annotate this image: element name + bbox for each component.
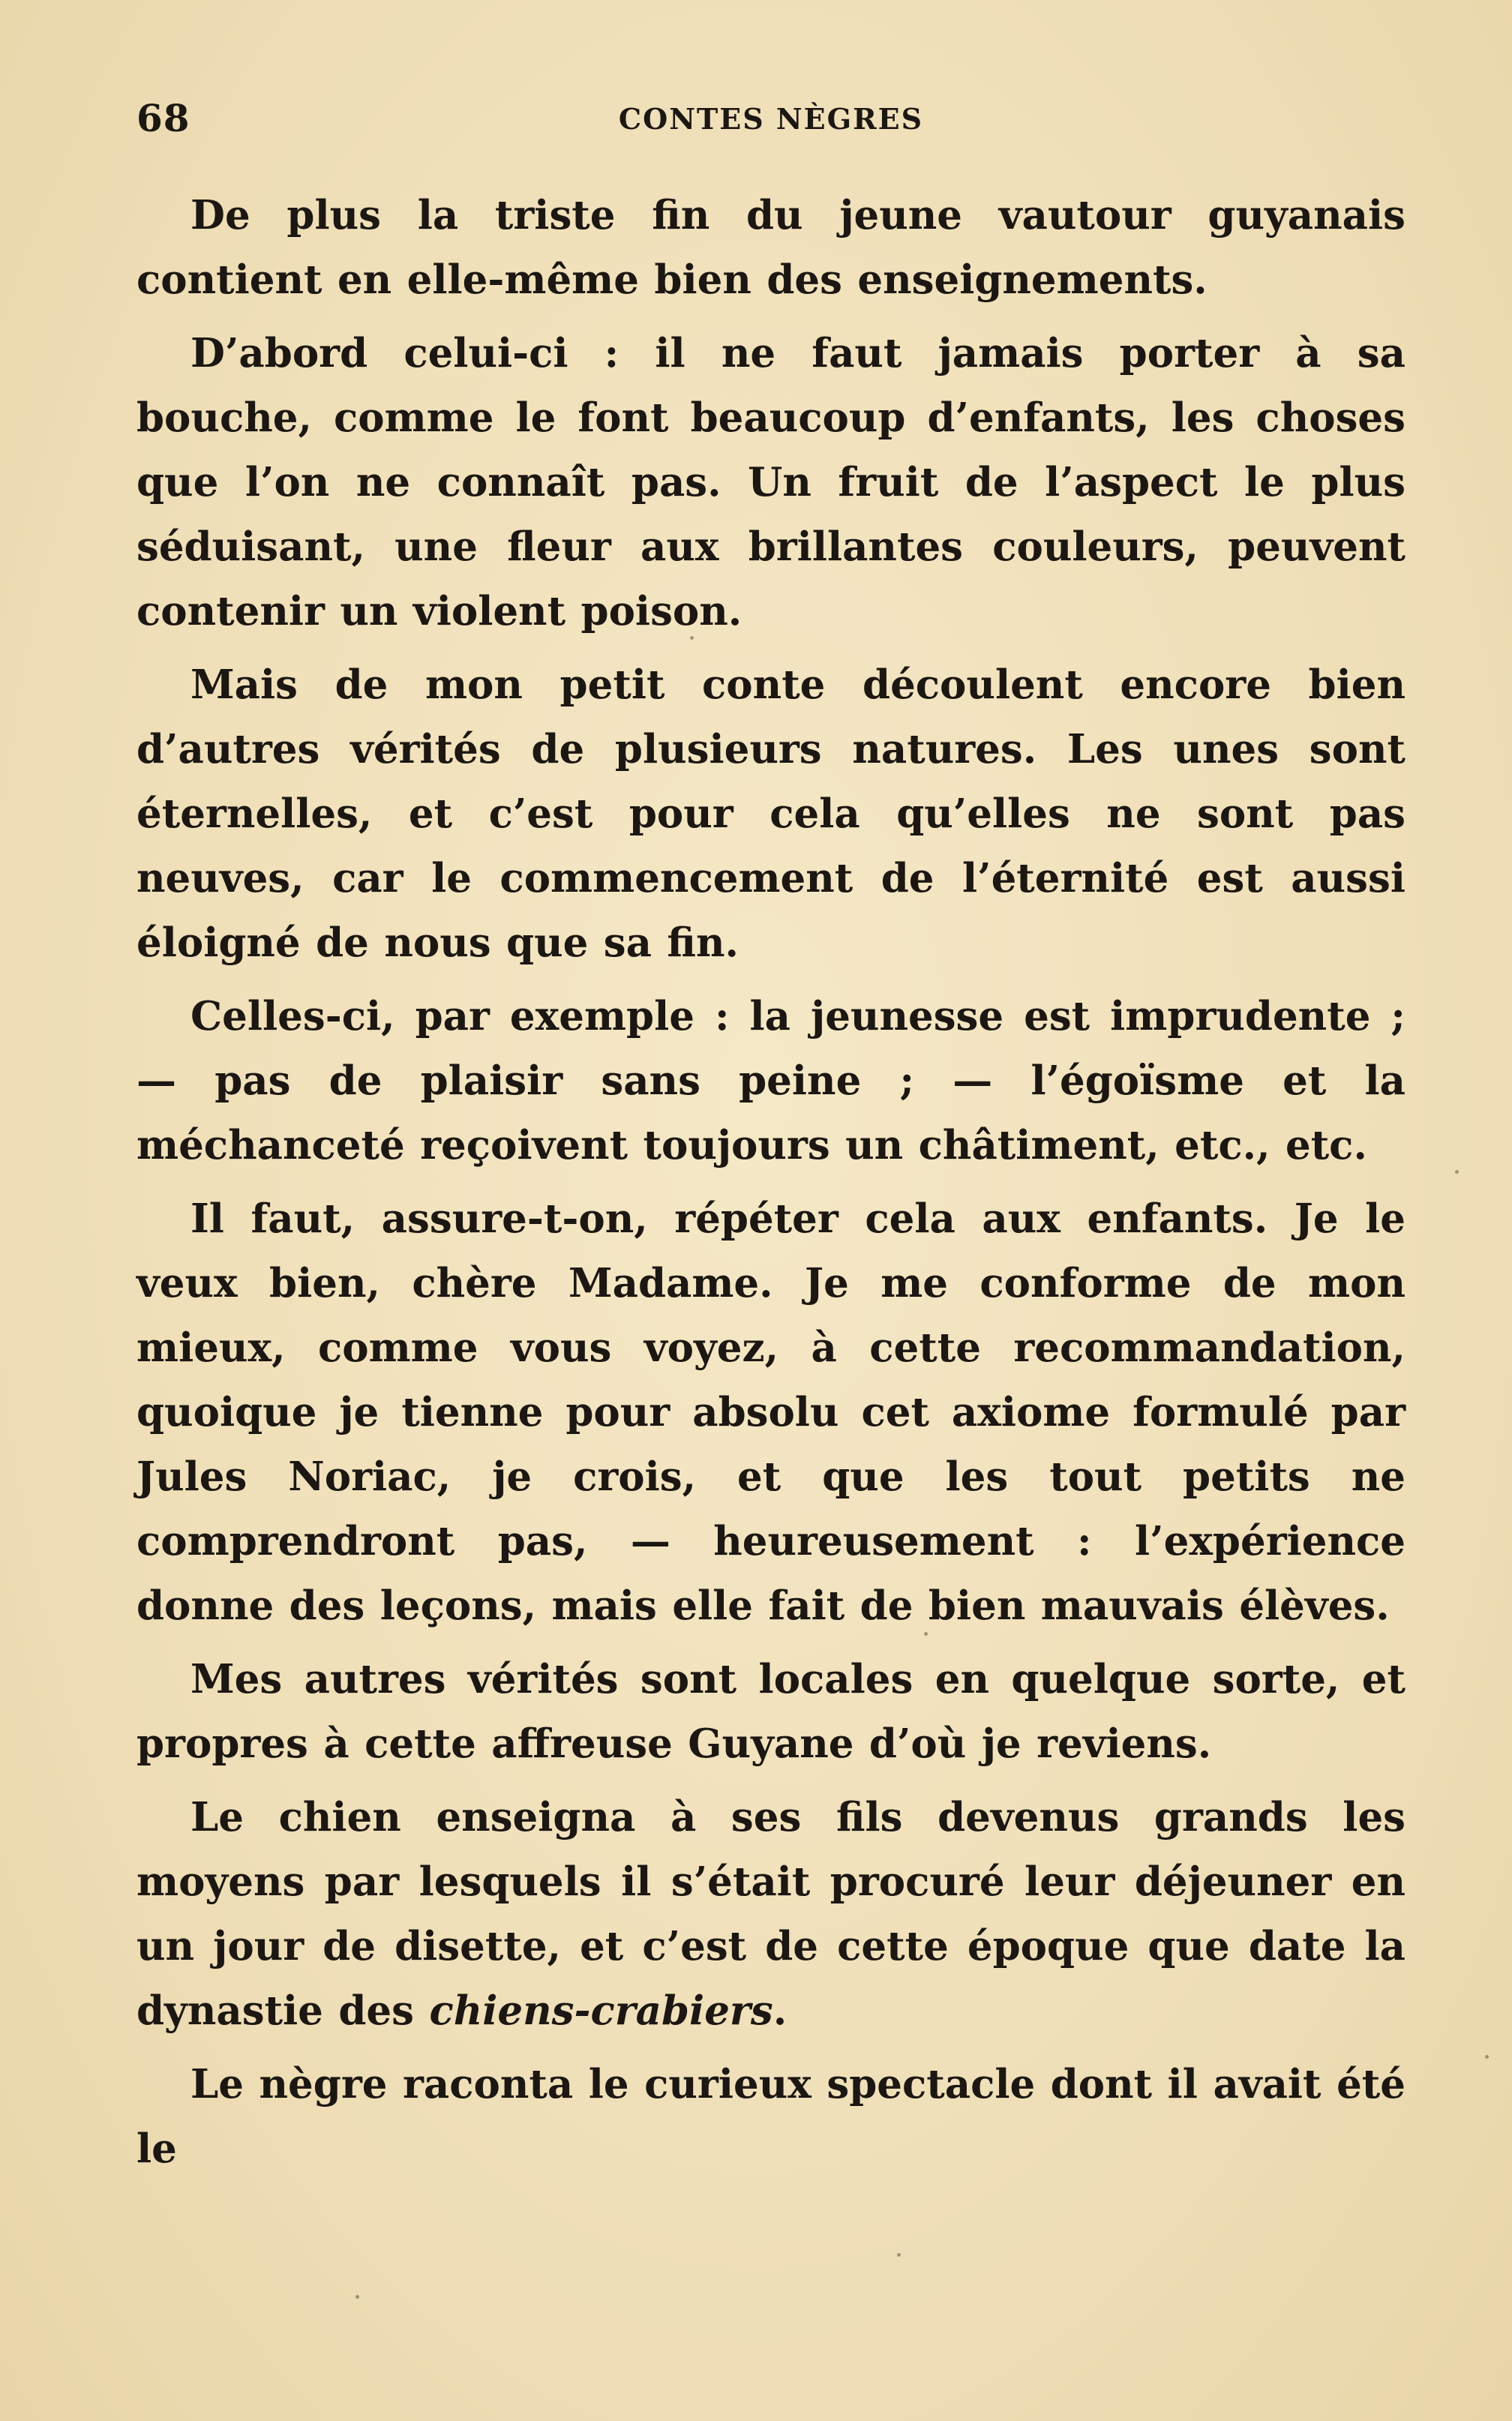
paper-speck (690, 636, 694, 640)
body-text (136, 183, 1406, 2190)
paragraph-6: Mes autres vérités sont locales en quelque sorte, et propres à cette affreuse Guyane d’où je reviens. (136, 1656, 1406, 1767)
paragraph-7-text: Le chien enseigna à ses fils devenus grands les moyens par lesquels il s’était procuré leur déjeuner en un jour de disette, et c’est de cette époque que date la dynastie des (136, 1794, 1406, 2034)
paragraph-4: Celles-ci, par exemple : la jeunesse est imprudente ; — pas de plaisir sans peine ; — l’égoïsme et la méchanceté reçoivent toujours un châtiment, etc., etc. (136, 993, 1406, 1168)
running-title: CONTES NÈGRES (618, 102, 924, 136)
paper-speck (356, 2295, 359, 2299)
paper-speck (924, 1632, 928, 1636)
page-number: 68 (136, 96, 190, 140)
running-head (136, 96, 1406, 148)
paragraph-8: Le nègre raconta le curieux spectacle dont il avait été le (136, 2061, 1406, 2172)
paragraph-1: De plus la triste fin du jeune vautour guyanais contient en elle-même bien des enseignements. (136, 192, 1406, 303)
paragraph-7-italic: chiens-crabiers (429, 1988, 773, 2034)
paper-speck (1455, 1170, 1459, 1174)
paper-speck (1485, 2055, 1489, 2059)
paragraph-3: Mais de mon petit conte découlent encore bien d’autres vérités de plusieurs natures. Les unes sont éternelles, et c’est pour cela qu’elles ne sont pas neuves, car le commencement de l’éternité est aussi éloigné de nous que sa fin. (136, 662, 1406, 966)
paragraph-2: D’abord celui-ci : il ne faut jamais porter à sa bouche, comme le font beaucoup d’enfants, les choses que l’on ne connaît pas. Un fruit de l’aspect le plus séduisant, une fleur aux brillantes couleurs, peuvent contenir un violent poison. (136, 330, 1406, 634)
paragraph-5: Il faut, assure-t-on, répéter cela aux enfants. Je le veux bien, chère Madame. Je me conforme de mon mieux, comme vous voyez, à cette recommandation, quoique je tienne pour absolu cet axiome formulé par Jules Noriac, je crois, et que les tout petits ne comprendront pas, — heureusement : l’expérience donne des leçons, mais elle fait de bien mauvais élèves. (136, 1196, 1406, 1629)
paragraph-7-end: . (772, 1988, 788, 2034)
paper-speck (897, 2253, 901, 2257)
paragraph-7 (136, 1785, 1406, 2043)
